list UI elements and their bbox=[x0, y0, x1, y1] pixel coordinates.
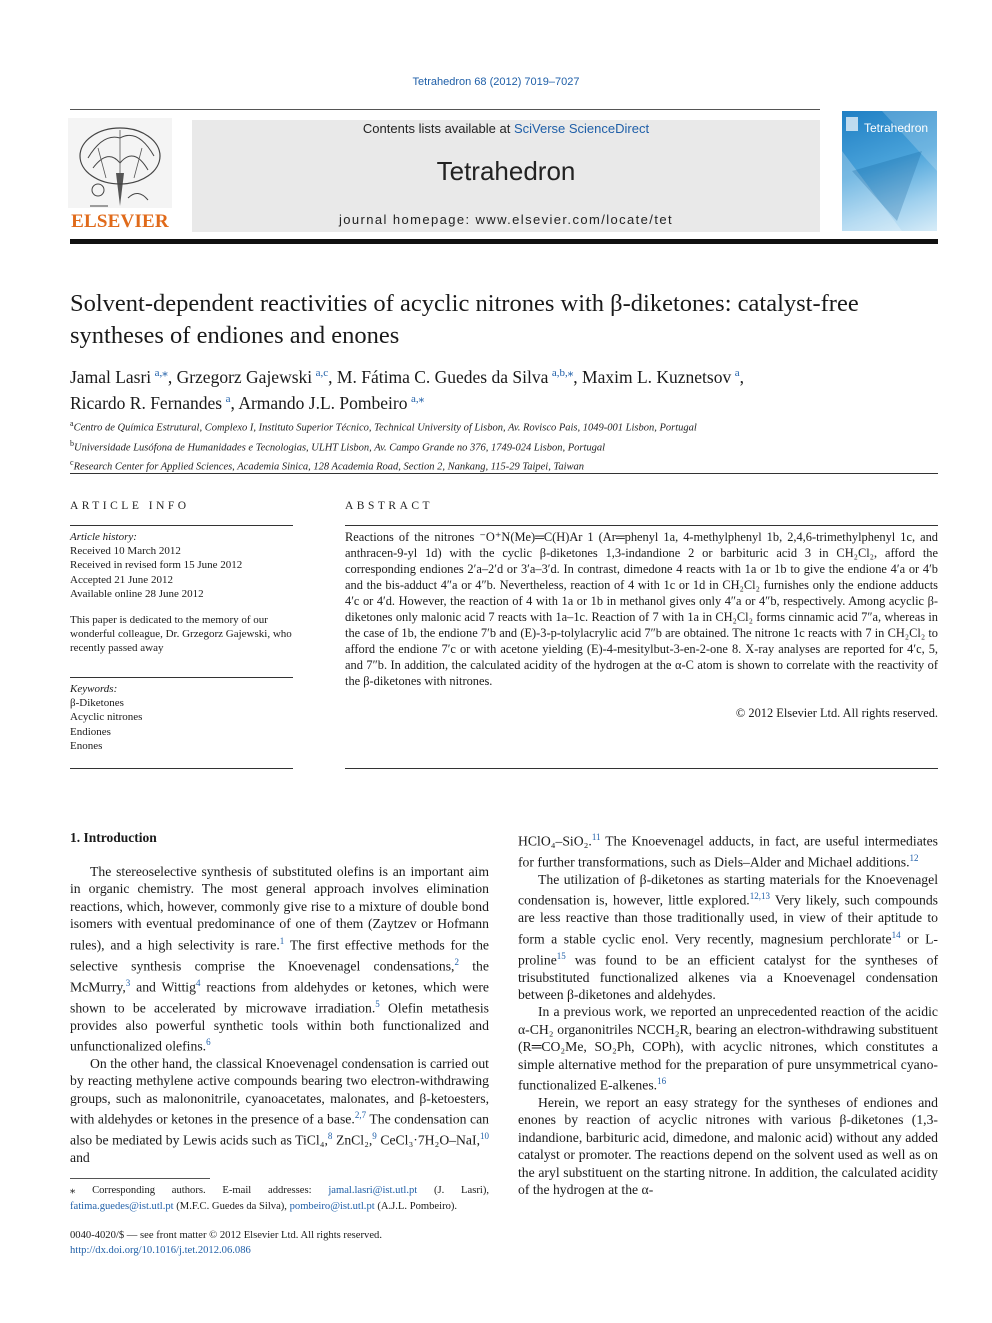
info-rule bbox=[70, 768, 293, 769]
affiliations bbox=[70, 416, 940, 475]
affiliation-item bbox=[70, 455, 940, 475]
footnote-text: (J. Lasri), bbox=[417, 1185, 489, 1196]
doi-link[interactable]: http://dx.doi.org/10.1016/j.tet.2012.06.086 bbox=[70, 1244, 251, 1256]
citation-ref[interactable]: 8 bbox=[327, 1131, 333, 1142]
info-rule bbox=[70, 525, 293, 526]
contents-available-line bbox=[192, 121, 820, 136]
journal-title: Tetrahedron bbox=[436, 156, 576, 186]
footnote-text: (M.F.C. Guedes da Silva), bbox=[173, 1200, 290, 1212]
email-link[interactable]: fatima.guedes@ist.utl.pt bbox=[70, 1200, 174, 1212]
author-separator: , bbox=[167, 366, 177, 387]
citation-ref[interactable]: 15 bbox=[556, 950, 566, 961]
affiliation-text: Research Center for Applied Sciences, Academia Sinica, 128 Academia Road, Section 2, Nankang, 115-29 Taipei, Taiwan bbox=[73, 461, 585, 473]
paragraph-text: The Knoevenagel adducts, in fact, are useful intermediates for further transformations, such as Diels–Alder and Michael additions. bbox=[518, 833, 938, 870]
author-name: Grzegorz Gajewski bbox=[176, 366, 313, 387]
cover-title: Tetrahedron bbox=[864, 121, 929, 135]
issn-block bbox=[70, 1229, 489, 1258]
paragraph-text: was found to be an efficient catalyst for the syntheses of trisubstituted functionalized alkenes via a Knoevenagel condensation between β-diketones and aldehydes. bbox=[518, 952, 938, 1003]
citation-ref[interactable]: 12 bbox=[909, 852, 919, 863]
article-history bbox=[70, 530, 293, 601]
citation-ref[interactable]: 16 bbox=[657, 1076, 667, 1087]
author-affiliation-mark[interactable]: a,⁎ bbox=[411, 392, 425, 405]
author bbox=[177, 367, 337, 387]
paragraph-text: ZnCl₂, bbox=[332, 1132, 373, 1148]
citation-ref[interactable]: 5 bbox=[375, 998, 380, 1009]
paragraph bbox=[70, 863, 489, 1055]
footnote-text: (A.J.L. Pombeiro). bbox=[374, 1200, 458, 1212]
author-name: Armando J.L. Pombeiro bbox=[238, 392, 408, 413]
corresponding-author-footnote bbox=[70, 1183, 489, 1214]
abstract-rule bbox=[345, 525, 938, 526]
section-rule bbox=[70, 473, 938, 474]
email-link[interactable]: jamal.lasri@ist.utl.pt bbox=[328, 1185, 418, 1196]
keyword: Acyclic nitrones bbox=[70, 711, 143, 724]
paragraph bbox=[70, 1055, 489, 1167]
history-item: Received 10 March 2012 bbox=[70, 545, 181, 558]
paragraph-text: HClO₄–SiO₂. bbox=[518, 833, 592, 849]
author-affiliation-mark[interactable]: a bbox=[734, 367, 740, 379]
author-affiliation-mark[interactable]: a bbox=[225, 392, 231, 405]
citation-ref[interactable]: 10 bbox=[480, 1131, 489, 1142]
info-rule bbox=[70, 677, 293, 678]
citation-ref[interactable]: 2,7 bbox=[354, 1110, 367, 1121]
paragraph-text: Olefin metathesis provides also powerful synthetic tools within both functionalized and unfunctionalized olefins. bbox=[70, 1000, 490, 1054]
sciencedirect-link[interactable]: SciVerse ScienceDirect bbox=[513, 121, 650, 136]
paragraph-text: The first effective methods for the selective synthesis comprise the Knoevenagel condensations, bbox=[70, 937, 489, 974]
author-affiliation-mark[interactable]: a,b,⁎ bbox=[551, 367, 574, 379]
author-name: Maxim L. Kuznetsov bbox=[582, 366, 732, 387]
author bbox=[70, 367, 177, 387]
citation-ref[interactable]: 4 bbox=[195, 977, 201, 988]
footnote-rule bbox=[70, 1178, 210, 1179]
author-separator: , bbox=[573, 366, 583, 387]
footnote-text: ⁎ Corresponding authors. E-mail addresses: bbox=[70, 1185, 329, 1196]
author-list bbox=[70, 362, 940, 414]
abstract-rule bbox=[345, 768, 938, 769]
homepage-prefix: journal homepage: bbox=[339, 212, 476, 227]
paragraph-text: The utilization of β-diketones as starting materials for the Knoevenagel condensation is, however, little explored. bbox=[518, 871, 938, 908]
affiliation-item bbox=[70, 436, 940, 456]
citation-ref[interactable]: 9 bbox=[372, 1131, 377, 1142]
journal-homepage bbox=[192, 212, 820, 227]
elsevier-wordmark: ELSEVIER bbox=[71, 211, 169, 232]
history-item: Available online 28 June 2012 bbox=[70, 587, 204, 600]
author-name: Jamal Lasri bbox=[70, 366, 152, 387]
paragraph bbox=[518, 829, 938, 871]
body-column-left bbox=[70, 863, 489, 1166]
article-info-heading: ARTICLE INFO bbox=[70, 500, 190, 512]
journal-citation-link[interactable]: Tetrahedron 68 (2012) 7019–7027 bbox=[412, 76, 580, 88]
author bbox=[238, 393, 424, 413]
paragraph-text: or L-proline bbox=[518, 931, 938, 968]
affiliation-text: Universidade Lusófona de Humanidades e Tecnologias, ULHT Lisbon, Av. Campo Grande no 376, 1749-024 Lisbon, Portugal bbox=[74, 442, 606, 453]
paragraph-text: In a previous work, we reported an unprecedented reaction of the acidic α-CH₂ organonitriles NCCH₂R, bearing an electron-withdrawing substituent (R═CO₂Me, SO₂Ph, COPh), with acyclic nitrones, which constitutes a simple alternative method for the preparation of pure unsymmetrical cyano-functionalized E-alkenes. bbox=[518, 1004, 938, 1093]
contents-prefix: Contents lists available at bbox=[362, 121, 514, 136]
paragraph-text: and Wittig bbox=[130, 979, 196, 995]
citation-ref[interactable]: 11 bbox=[591, 832, 601, 842]
paragraph-text: On the other hand, the classical Knoevenagel condensation is carried out by reacting methylene active compounds bearing two electron-withdrawing groups, such as malononitrile, cyanoacetates, malonates, and β-ketoesters, with aldehydes or ketones in the presence of a base. bbox=[70, 1055, 489, 1127]
author-separator: , bbox=[739, 366, 745, 387]
author-separator: , bbox=[230, 392, 239, 413]
author-name: M. Fátima C. Guedes da Silva bbox=[336, 366, 549, 387]
header-thick-rule bbox=[70, 239, 938, 244]
affiliation-text: Centro de Química Estrutural, Complexo I, Instituto Superior Técnico, Technical University of Lisbon, Av. Rovisco Pais, 1049-001 Lisbon, Portugal bbox=[73, 422, 697, 434]
affiliation-mark: a bbox=[70, 419, 74, 428]
author-separator: , bbox=[328, 366, 337, 387]
citation-ref[interactable]: 14 bbox=[891, 929, 901, 940]
author-affiliation-mark[interactable]: a,⁎ bbox=[154, 367, 168, 379]
affiliation-mark: c bbox=[70, 458, 74, 467]
citation-ref[interactable]: 1 bbox=[279, 935, 285, 946]
paragraph-text: the McMurry, bbox=[70, 958, 489, 995]
paragraph-text: The condensation can also be mediated by Lewis acids such as TiCl₄, bbox=[70, 1111, 489, 1148]
paragraph bbox=[518, 1003, 938, 1094]
history-item: Accepted 21 June 2012 bbox=[70, 573, 173, 586]
keywords bbox=[70, 682, 293, 753]
author bbox=[582, 367, 744, 387]
citation-ref[interactable]: 6 bbox=[206, 1036, 211, 1047]
dedication-note: This paper is dedicated to the memory of our wonderful colleague, Dr. Grzegorz Gajewski, who recently passed away bbox=[70, 614, 292, 655]
history-label: Article history: bbox=[70, 531, 137, 543]
email-link[interactable]: pombeiro@ist.utl.pt bbox=[289, 1200, 375, 1212]
paragraph-text: CeCl₃·7H₂O–NaI, bbox=[376, 1132, 480, 1148]
abstract-heading: ABSTRACT bbox=[345, 500, 434, 512]
paragraph-text: Very likely, such compounds are less reactive than those traditionally used, in view of their aptitude to form a stable cyclic enol. Very recently, magnesium perchlorate bbox=[518, 892, 939, 947]
header-rule bbox=[70, 109, 820, 110]
abstract-text: Reactions of the nitrones ⁻O⁺N(Me)═C(H)Ar 1 (Ar═phenyl 1a, 4-methylphenyl 1b, 2,4,6-trimethylphenyl 1c, and anthracen-9-yl 1d) with the cyclic β-diketones 1,3-indandione 2 or barbituric acid 3 in CH₂Cl₂, afford the corresponding endiones 2′a–2′d or 3′a–3′d. In contrast, dimedone 4 reacts with 1a or 1b to give the endione 4′a or 4′b and the bis-adduct 4″a or 4″b. Nevertheless, reaction of 4 with 1c or 1d in CH₂Cl₂ furnishes only the endione adducts 4′c or 4′d. However, the reaction of 4 with 1a or 1b in methanol gives only 4″a or 4″b, respectively. Among acyclic β-diketones only malonic acid 7 reacts with 1a–1c. Reaction of 7 with 1a in CH₂Cl₂ forms cinnamic acid 7″a, whereas in the case of 1b, the endione 7′b and (E)-3-p-tolylacrylic acid 7″b are obtained. The nitrone 1c reacts with 7 in CH₂Cl₂ to afford the endione 7′c or with acetone yielding (E)-4-mesitylbut-3-en-2-one 8. X-ray analyses are reported for 4′c, 5, and 7″b. In addition, the calculated acidity of the hydrogen at the α-C atom is shown to correlate with the reactivity of the β-diketones with nitrones. bbox=[345, 530, 938, 688]
paragraph bbox=[518, 871, 938, 1004]
keyword: Enones bbox=[70, 739, 103, 752]
citation-ref[interactable]: 12,13 bbox=[749, 891, 770, 902]
paragraph-text: and bbox=[70, 1150, 90, 1166]
affiliation-item bbox=[70, 416, 940, 436]
keywords-label: Keywords: bbox=[70, 683, 118, 695]
history-item: Received in revised form 15 June 2012 bbox=[70, 559, 243, 572]
author bbox=[70, 393, 238, 413]
journal-cover-image bbox=[842, 111, 937, 231]
citation-ref[interactable]: 3 bbox=[125, 977, 131, 988]
author bbox=[337, 367, 582, 387]
keyword: Endiones bbox=[70, 725, 111, 738]
copyright-line: © 2012 Elsevier Ltd. All rights reserved. bbox=[735, 706, 938, 720]
author-affiliation-mark[interactable]: a,c bbox=[315, 367, 329, 379]
paragraph-text: The stereoselective synthesis of substituted olefins is an important aim in organic chemistry. The most general approach involves elimination reactions, which, however, commonly give rise to a mixture of double bond isomers with eventual predominance of one of them (Zaytzev or Hofmann rules), and a high selectivity is rare. bbox=[70, 864, 489, 953]
issn-line: 0040-4020/$ — see front matter © 2012 Elsevier Ltd. All rights reserved. bbox=[70, 1230, 382, 1241]
section-heading-introduction: 1. Introduction bbox=[70, 830, 157, 845]
citation-ref[interactable]: 2 bbox=[454, 956, 459, 967]
homepage-url[interactable]: www.elsevier.com/locate/tet bbox=[475, 212, 673, 227]
paragraph-text: reactions from aldehydes or ketones, which were shown to be accelerated by microwave irradiation. bbox=[70, 979, 489, 1016]
article-title: Solvent-dependent reactivities of acyclic nitrones with β-diketones: catalyst-free syntheses of endiones and enones bbox=[70, 290, 859, 349]
body-column-right bbox=[518, 829, 938, 1199]
paragraph: Herein, we report an easy strategy for the syntheses of endiones and enones by reaction of acyclic nitrones with various β-diketones (1,3-indandione, barbituric acid, dimedone, and malonic acid) without any added catalyst or promoter. The reactions depend on the solvent used as well as on the aryl substituent on the starting nitrone. In addition, the calculated acidity of the hydrogen at the α- bbox=[518, 1095, 938, 1198]
author-name: Ricardo R. Fernandes bbox=[70, 392, 223, 413]
affiliation-mark: b bbox=[70, 438, 74, 448]
keyword: β-Diketones bbox=[70, 697, 124, 710]
